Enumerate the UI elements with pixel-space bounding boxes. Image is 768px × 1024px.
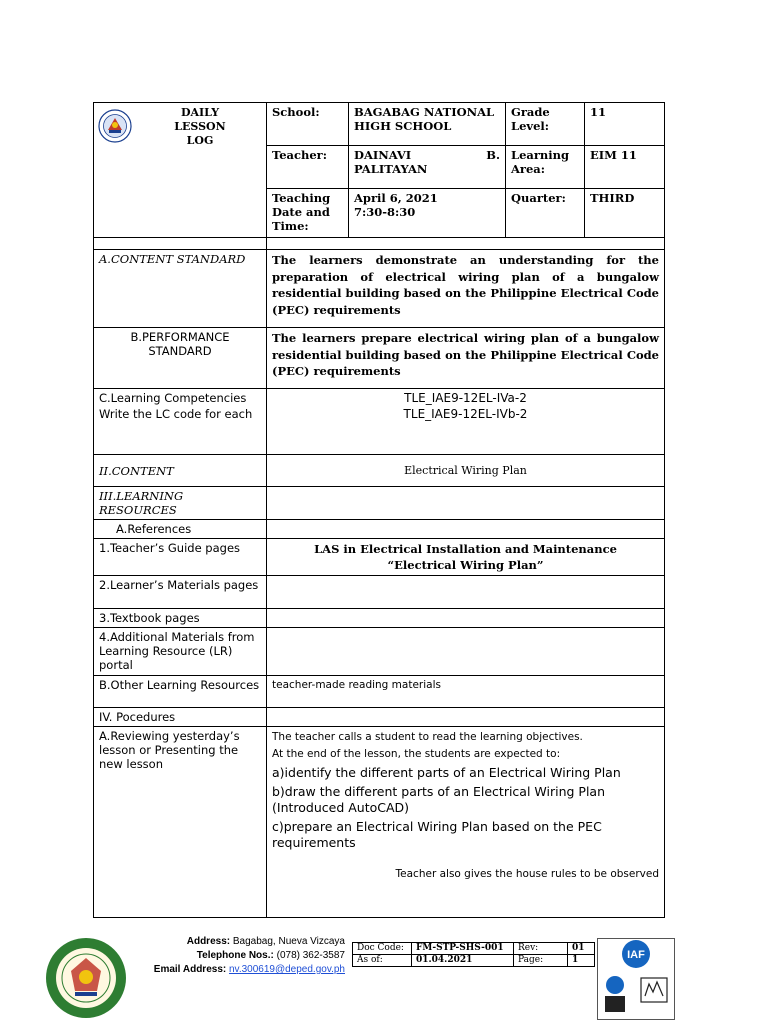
other-resources-value: teacher-made reading materials (267, 676, 665, 708)
contact-block (130, 935, 345, 977)
email-link[interactable]: nv.300619@deped.gov.ph (229, 964, 345, 975)
quarter-label: Quarter: (506, 189, 585, 238)
performance-standard-text: The learners prepare electrical wiring plan of a bungalow residential building based on the Philippine Electrical Code (PEC) requirements (267, 328, 665, 389)
email-line (130, 963, 345, 977)
rev-label: Rev: (514, 943, 568, 955)
additional-materials-value (267, 628, 665, 676)
area-label: Learning Area: (506, 146, 585, 189)
teacher-label: Teacher: (267, 146, 349, 189)
address-value: Bagabag, Nueva Vizcaya (232, 936, 345, 947)
page-value: 1 (568, 955, 595, 967)
rev-value: 01 (568, 943, 595, 955)
objective-b: b)draw the different parts of an Electrical Wiring Plan (Introduced AutoCAD) (272, 784, 606, 815)
content-standard-label: A.CONTENT STANDARD (94, 250, 267, 328)
procedures-value (267, 708, 665, 727)
reviewing-line-1: The teacher calls a student to read the learning objectives. (272, 731, 583, 743)
learners-materials-value (267, 576, 665, 609)
grade-value: 11 (585, 103, 665, 146)
phone-value: (078) 362-3587 (276, 950, 345, 961)
references-value (267, 520, 665, 539)
reviewing-value (267, 727, 665, 918)
objective-c: c)prepare an Electrical Wiring Plan based on the PEC requirements (272, 819, 602, 850)
teachers-guide-title: LAS in Electrical Installation and Maintenance (314, 542, 617, 556)
learners-materials-label: 2.Learner’s Materials pages (94, 576, 267, 609)
spacer-left (94, 238, 267, 250)
address-label: Address: (186, 936, 231, 947)
svg-text:IAF: IAF (627, 949, 645, 961)
page-footer (0, 925, 768, 1024)
textbook-label: 3.Textbook pages (94, 609, 267, 628)
teachers-guide-subtitle: “Electrical Wiring Plan” (387, 558, 544, 572)
title-line-log: LOG (186, 134, 214, 147)
resources-value (267, 487, 665, 520)
date-label: Teaching Date and Time: (267, 189, 349, 238)
teacher-last-name: PALITAYAN (354, 162, 428, 176)
competencies-label: C.Learning Competencies Write the LC code for each (94, 389, 267, 455)
school-seal-icon (45, 937, 127, 1019)
quarter-value: THIRD (585, 189, 665, 238)
doc-code-value: FM-STP-SHS-001 (412, 943, 514, 955)
title-line-daily: DAILY (180, 106, 220, 119)
school-value: BAGABAG NATIONAL HIGH SCHOOL (349, 103, 506, 146)
competency-code-1: TLE_IAE9-12EL-IVa-2 (404, 391, 527, 405)
procedures-label: IV. Pocedures (94, 708, 267, 727)
content-label: II.CONTENT (94, 455, 267, 487)
title-line-lesson: LESSON (174, 120, 226, 133)
as-of-value: 01.04.2021 (412, 955, 514, 967)
date-value (349, 189, 506, 238)
references-label: A.References (94, 520, 267, 539)
teacher-value (349, 146, 506, 189)
teachers-guide-label: 1.Teacher’s Guide pages (94, 539, 267, 576)
competencies-value (267, 389, 665, 455)
other-resources-label: B.Other Learning Resources (94, 676, 267, 708)
spacer-right (267, 238, 665, 250)
phone-line (130, 949, 345, 963)
phone-label: Telephone Nos.: (196, 950, 274, 961)
title-cell (94, 103, 267, 238)
objective-a: a)identify the different parts of an Electrical Wiring Plan (272, 765, 621, 780)
reviewing-label: A.Reviewing yesterday’s lesson or Presenting the new lesson (94, 727, 267, 918)
deped-seal-icon (98, 109, 132, 143)
resources-label: III.LEARNING RESOURCES (94, 487, 267, 520)
teachers-guide-value (267, 539, 665, 576)
address-line (130, 935, 345, 949)
time-text: 7:30-8:30 (354, 205, 416, 219)
textbook-value (267, 609, 665, 628)
iaf-certification-icon (597, 938, 675, 1020)
performance-standard-label: B.PERFORMANCE STANDARD (94, 328, 267, 389)
doc-code-label: Doc Code: (353, 943, 412, 955)
as-of-label: As of: (353, 955, 412, 967)
content-value: Electrical Wiring Plan (267, 455, 665, 487)
document-control-table (352, 942, 595, 967)
content-standard-text: The learners demonstrate an understanding for the preparation of electrical wiring plan of a bungalow residential building based on the Philippine Electrical Code (PEC) requirements (267, 250, 665, 328)
grade-label: Grade Level: (506, 103, 585, 146)
reviewing-line-2: At the end of the lesson, the students are expected to: (272, 748, 561, 760)
daily-lesson-log-table (93, 102, 665, 918)
school-label: School: (267, 103, 349, 146)
additional-materials-label: 4.Additional Materials from Learning Resource (LR) portal (94, 628, 267, 676)
house-rules-text: Teacher also gives the house rules to be observed (395, 868, 659, 880)
date-text: April 6, 2021 (354, 191, 438, 205)
teacher-middle-initial: B. (486, 148, 500, 162)
competency-code-2: TLE_IAE9-12EL-IVb-2 (403, 406, 528, 421)
area-value: EIM 11 (585, 146, 665, 189)
teacher-first-name: DAINAVI (354, 148, 412, 162)
email-label: Email Address: (153, 964, 227, 975)
page-label: Page: (514, 955, 568, 967)
